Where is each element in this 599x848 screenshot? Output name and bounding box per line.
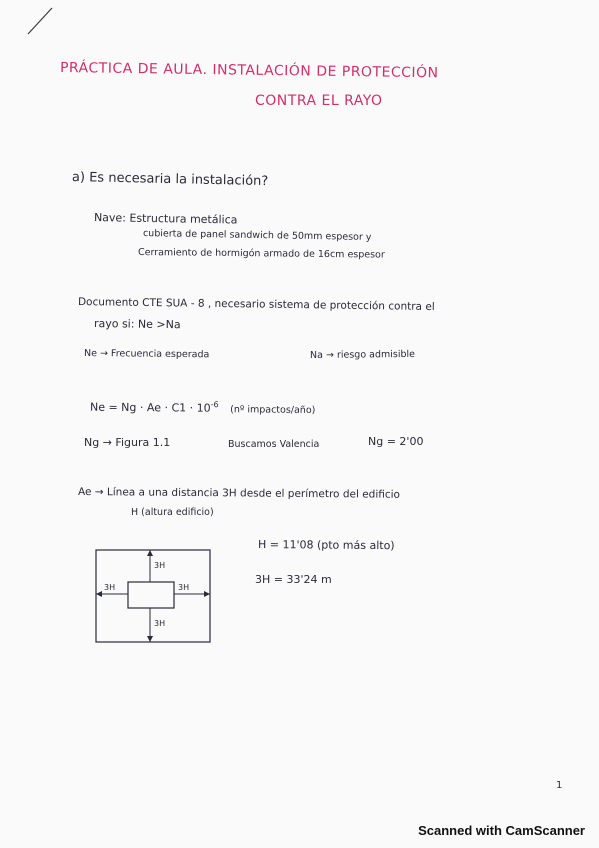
question-a: a) Es necesaria la instalación?	[71, 170, 269, 190]
ne-formula-exponent: -6	[210, 400, 219, 410]
scanner-watermark: Scanned with CamScanner	[418, 823, 585, 838]
ne-formula-text: Ne = Ng · Ae · C1 · 10	[89, 400, 211, 415]
ae-height-note: H (altura edificio)	[131, 507, 214, 518]
building-perimeter-diagram	[94, 548, 212, 644]
page-number: 1	[556, 780, 563, 791]
page-subtitle: CONTRA EL RAYO	[255, 93, 383, 109]
diagram-label-top: 3H	[154, 561, 166, 570]
cerramiento-description: Cerramiento de hormigón armado de 16cm espesor	[137, 247, 385, 261]
pen-stroke-mark	[24, 6, 54, 36]
diagram-label-bottom: 3H	[154, 619, 166, 628]
cubierta-description: cubierta de panel sandwich de 50mm espesor y	[142, 228, 372, 243]
ng-location-note: Buscamos Valencia	[228, 439, 320, 450]
definition-ne: Ne → Frecuencia esperada	[83, 348, 210, 361]
ng-value: Ng = 2'00	[368, 435, 424, 448]
page-title: PRÁCTICA DE AULA. INSTALACIÓN DE PROTECCIÓN	[59, 60, 439, 82]
ng-figure-reference: Ng → Figura 1.1	[84, 436, 171, 449]
ae-definition: Ae → Línea a una distancia 3H desde el perímetro del edificio	[77, 486, 401, 501]
definition-na: Na → riesgo admisible	[309, 348, 416, 361]
ne-formula	[90, 399, 316, 416]
height-value: H = 11'08 (pto más alto)	[257, 538, 395, 553]
ne-units: (nº impactos/año)	[230, 403, 316, 416]
diagram-label-left: 3H	[104, 583, 116, 592]
documento-cte-line: Documento CTE SUA - 8 , necesario sistema de protección contra el	[77, 296, 435, 313]
three-h-value: 3H = 33'24 m	[255, 573, 332, 586]
nave-description: Nave: Estructura metálica	[93, 211, 238, 227]
documento-condition: rayo si: Ne >Na	[93, 317, 181, 332]
diagram-label-right: 3H	[178, 583, 190, 592]
